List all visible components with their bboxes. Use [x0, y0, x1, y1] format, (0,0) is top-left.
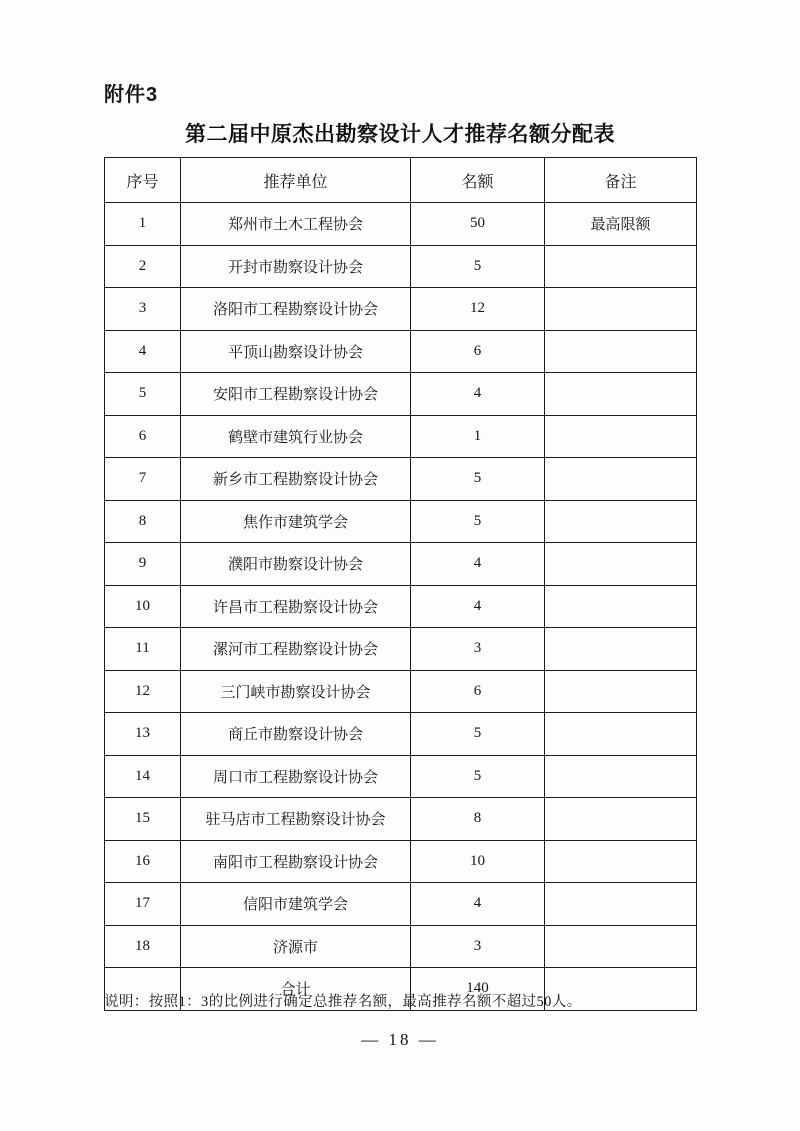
cell-quota: 6	[411, 670, 545, 713]
table-row	[105, 415, 697, 458]
cell-unit: 新乡市工程勘察设计协会	[181, 458, 411, 501]
attachment-label: 附件3	[104, 84, 159, 106]
column-header-unit: 推荐单位	[181, 158, 411, 203]
cell-index: 15	[105, 798, 181, 841]
cell-quota: 4	[411, 543, 545, 586]
cell-remark: 最高限额	[545, 203, 697, 246]
cell-quota: 5	[411, 245, 545, 288]
cell-unit: 安阳市工程勘察设计协会	[181, 373, 411, 416]
page-title: 第二届中原杰出勘察设计人才推荐名额分配表	[185, 123, 615, 146]
cell-remark	[545, 500, 697, 543]
cell-unit: 开封市勘察设计协会	[181, 245, 411, 288]
table-row	[105, 883, 697, 926]
cell-remark	[545, 458, 697, 501]
cell-index: 1	[105, 203, 181, 246]
cell-quota: 3	[411, 925, 545, 968]
cell-quota: 6	[411, 330, 545, 373]
cell-unit: 信阳市建筑学会	[181, 883, 411, 926]
cell-remark	[545, 840, 697, 883]
cell-unit: 南阳市工程勘察设计协会	[181, 840, 411, 883]
cell-unit: 济源市	[181, 925, 411, 968]
cell-quota: 5	[411, 755, 545, 798]
cell-unit: 许昌市工程勘察设计协会	[181, 585, 411, 628]
cell-index: 6	[105, 415, 181, 458]
cell-unit: 鹤壁市建筑行业协会	[181, 415, 411, 458]
table-header-row	[105, 158, 697, 203]
cell-index: 11	[105, 628, 181, 671]
table-row	[105, 373, 697, 416]
cell-quota: 3	[411, 628, 545, 671]
cell-index: 3	[105, 288, 181, 331]
cell-unit: 焦作市建筑学会	[181, 500, 411, 543]
cell-remark	[545, 288, 697, 331]
table-note: 说明：按照1：3的比例进行确定总推荐名额，最高推荐名额不超过50人。	[104, 994, 582, 1010]
table-row	[105, 288, 697, 331]
cell-remark	[545, 330, 697, 373]
table-row	[105, 585, 697, 628]
cell-index: 17	[105, 883, 181, 926]
cell-unit: 周口市工程勘察设计协会	[181, 755, 411, 798]
cell-index: 12	[105, 670, 181, 713]
cell-remark	[545, 585, 697, 628]
cell-quota: 5	[411, 458, 545, 501]
column-header-quota: 名额	[411, 158, 545, 203]
table-row	[105, 330, 697, 373]
cell-remark	[545, 670, 697, 713]
cell-quota: 4	[411, 883, 545, 926]
cell-remark	[545, 925, 697, 968]
cell-index: 7	[105, 458, 181, 501]
cell-remark	[545, 245, 697, 288]
table-row	[105, 203, 697, 246]
cell-quota: 50	[411, 203, 545, 246]
table-row	[105, 755, 697, 798]
table-row	[105, 840, 697, 883]
cell-index: 8	[105, 500, 181, 543]
cell-remark	[545, 713, 697, 756]
cell-index: 18	[105, 925, 181, 968]
table-row	[105, 458, 697, 501]
table-body	[105, 203, 697, 1011]
cell-quota: 12	[411, 288, 545, 331]
cell-index: 14	[105, 755, 181, 798]
cell-total-quota: 140	[411, 968, 545, 1011]
table-row	[105, 245, 697, 288]
cell-unit: 濮阳市勘察设计协会	[181, 543, 411, 586]
table-row	[105, 500, 697, 543]
cell-remark	[545, 415, 697, 458]
table-row	[105, 628, 697, 671]
cell-quota: 5	[411, 713, 545, 756]
table-row	[105, 713, 697, 756]
cell-quota: 4	[411, 585, 545, 628]
column-header-remark: 备注	[545, 158, 697, 203]
cell-unit: 驻马店市工程勘察设计协会	[181, 798, 411, 841]
cell-remark	[545, 798, 697, 841]
table-row	[105, 543, 697, 586]
column-header-index: 序号	[105, 158, 181, 203]
cell-index: 16	[105, 840, 181, 883]
cell-remark	[545, 543, 697, 586]
cell-index: 2	[105, 245, 181, 288]
cell-unit: 郑州市土木工程协会	[181, 203, 411, 246]
table-row	[105, 925, 697, 968]
cell-remark	[545, 373, 697, 416]
cell-index: 13	[105, 713, 181, 756]
cell-index: 5	[105, 373, 181, 416]
cell-unit: 平顶山勘察设计协会	[181, 330, 411, 373]
cell-unit: 漯河市工程勘察设计协会	[181, 628, 411, 671]
cell-quota: 1	[411, 415, 545, 458]
cell-remark	[545, 628, 697, 671]
cell-remark	[545, 755, 697, 798]
cell-index: 9	[105, 543, 181, 586]
cell-index: 4	[105, 330, 181, 373]
table-row	[105, 670, 697, 713]
cell-index: 10	[105, 585, 181, 628]
cell-unit: 三门峡市勘察设计协会	[181, 670, 411, 713]
cell-quota: 4	[411, 373, 545, 416]
cell-total-label: 合计	[181, 968, 411, 1011]
cell-quota: 8	[411, 798, 545, 841]
cell-quota: 5	[411, 500, 545, 543]
cell-remark	[545, 883, 697, 926]
cell-quota: 10	[411, 840, 545, 883]
table-row	[105, 798, 697, 841]
cell-unit: 商丘市勘察设计协会	[181, 713, 411, 756]
cell-unit: 洛阳市工程勘察设计协会	[181, 288, 411, 331]
page-number: — 18 —	[361, 1030, 439, 1049]
quota-allocation-table	[104, 157, 697, 1011]
